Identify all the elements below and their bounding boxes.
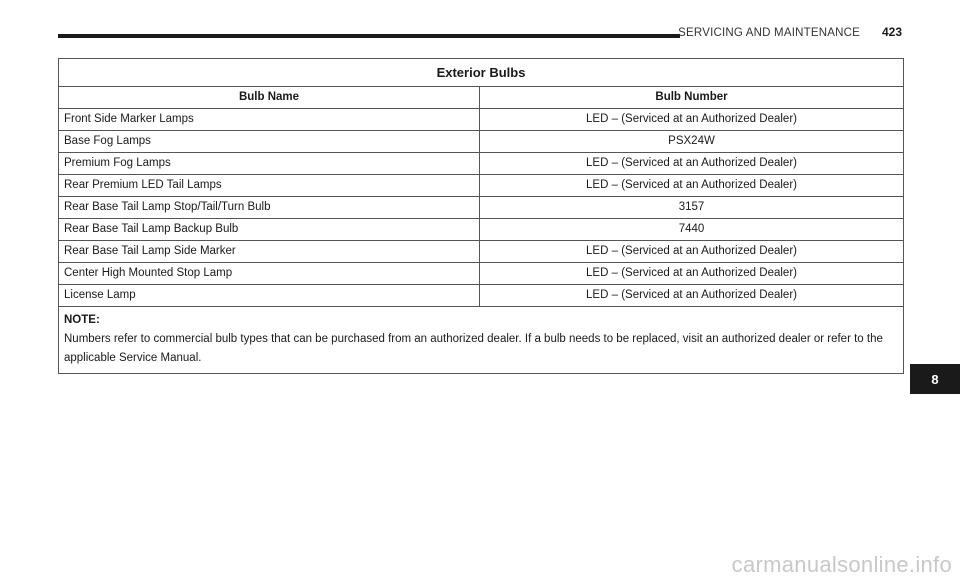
note-text: Numbers refer to commercial bulb types that can be purchased from an authorized dealer. If a bulb needs to be replaced, visit an authorized dealer or refer to the applicable Service Manual. xyxy=(64,333,883,364)
bulb-name-cell: Base Fog Lamps xyxy=(59,131,480,153)
page-header xyxy=(678,25,902,39)
column-header-bulb-name: Bulb Name xyxy=(59,87,480,109)
table-row xyxy=(59,153,904,175)
exterior-bulbs-table xyxy=(58,58,904,374)
bulb-number-cell: 7440 xyxy=(480,219,904,241)
chapter-tab: 8 xyxy=(910,364,960,394)
bulb-name-cell: Front Side Marker Lamps xyxy=(59,109,480,131)
bulb-number-cell: 3157 xyxy=(480,197,904,219)
table-title: Exterior Bulbs xyxy=(59,59,904,87)
bulb-name-cell: Rear Base Tail Lamp Side Marker xyxy=(59,241,480,263)
section-title: SERVICING AND MAINTENANCE xyxy=(678,27,860,39)
table-body xyxy=(59,109,904,307)
bulb-name-cell: Rear Base Tail Lamp Backup Bulb xyxy=(59,219,480,241)
bulb-name-cell: Premium Fog Lamps xyxy=(59,153,480,175)
bulb-number-cell: LED – (Serviced at an Authorized Dealer) xyxy=(480,109,904,131)
table-row xyxy=(59,175,904,197)
note-cell xyxy=(59,307,904,374)
table-row xyxy=(59,219,904,241)
bulb-number-cell: LED – (Serviced at an Authorized Dealer) xyxy=(480,285,904,307)
table-row xyxy=(59,131,904,153)
table-row xyxy=(59,241,904,263)
bulb-name-cell: Rear Premium LED Tail Lamps xyxy=(59,175,480,197)
watermark: carmanualsonline.info xyxy=(731,552,952,577)
table-title-row xyxy=(59,59,904,87)
bulb-name-cell: Center High Mounted Stop Lamp xyxy=(59,263,480,285)
bulb-number-cell: PSX24W xyxy=(480,131,904,153)
table-row xyxy=(59,285,904,307)
bulb-number-cell: LED – (Serviced at an Authorized Dealer) xyxy=(480,175,904,197)
column-header-bulb-number: Bulb Number xyxy=(480,87,904,109)
header-rule xyxy=(58,34,680,38)
bulb-number-cell: LED – (Serviced at an Authorized Dealer) xyxy=(480,241,904,263)
note-label: NOTE: xyxy=(64,314,100,326)
page-number: 423 xyxy=(881,25,902,39)
table-header-row xyxy=(59,87,904,109)
bulb-number-cell: LED – (Serviced at an Authorized Dealer) xyxy=(480,263,904,285)
bulb-name-cell: Rear Base Tail Lamp Stop/Tail/Turn Bulb xyxy=(59,197,480,219)
bulb-name-cell: License Lamp xyxy=(59,285,480,307)
table-row xyxy=(59,197,904,219)
table-row xyxy=(59,109,904,131)
note-row xyxy=(59,307,904,374)
table-row xyxy=(59,263,904,285)
bulb-number-cell: LED – (Serviced at an Authorized Dealer) xyxy=(480,153,904,175)
